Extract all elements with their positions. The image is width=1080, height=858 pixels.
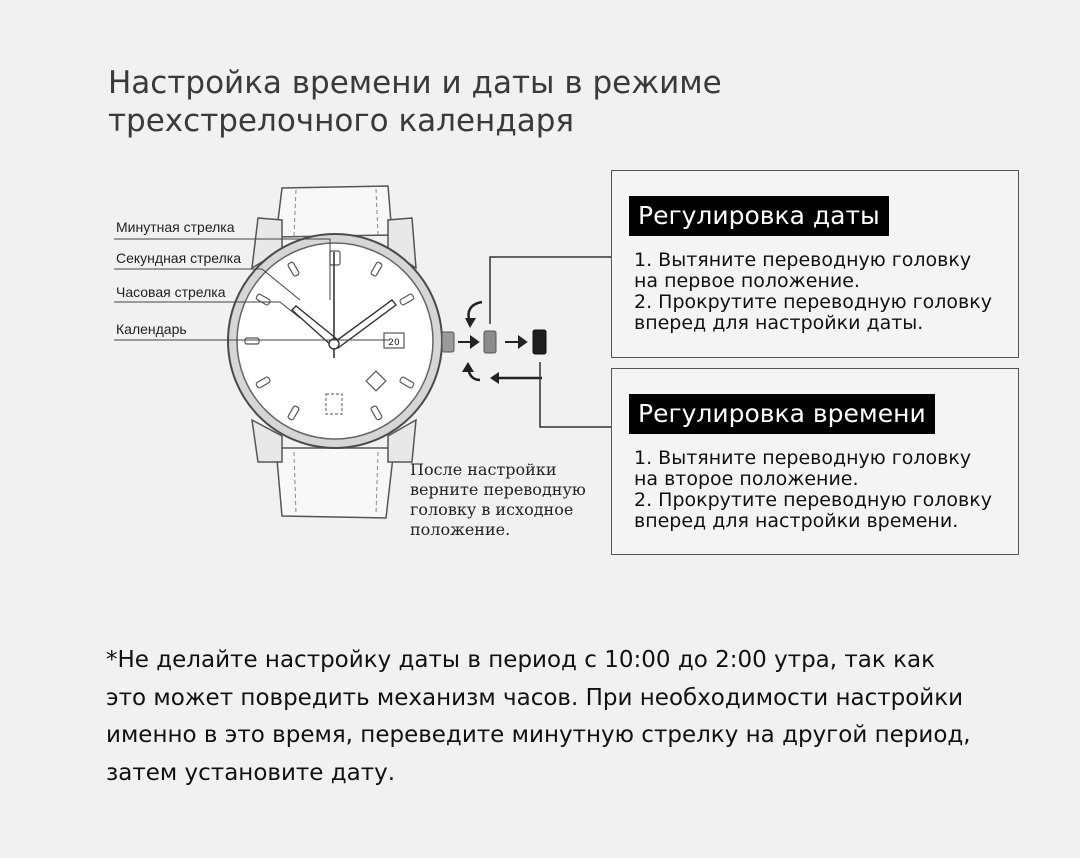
after-note-line: верните переводную [410,480,586,499]
label-hour-hand: Часовая стрелка [116,284,226,300]
label-minute-hand: Минутная стрелка [116,219,235,235]
label-second-hand: Секундная стрелка [116,250,241,266]
time-adjust-line: на второе положение. [634,468,859,490]
time-adjust-line: 2. Прокрутите переводную головку [634,489,992,511]
date-adjust-text [634,250,1014,334]
strap-top [276,186,392,237]
crown-position-2 [533,330,546,354]
date-window-number: 20 [388,338,400,348]
warning-line: это может повредить механизм часов. При необходимости настройки [106,684,964,711]
label-calendar: Календарь [116,321,187,337]
after-note-line: положение. [410,520,511,539]
warning-line: *Не делайте настройку даты в период с 10:00 до 2:00 утра, так как [106,647,935,673]
after-adjust-note [410,460,610,540]
time-adjust-text [634,448,1014,532]
return-arrow [490,372,499,384]
date-adjust-heading: Регулировка даты [629,196,889,236]
crown-position-0 [442,332,454,352]
hour-marker [330,251,340,265]
time-adjust-heading: Регулировка времени [629,394,935,434]
connector-time [540,362,611,427]
strap-bottom [276,448,394,518]
after-note-line: После настройки [410,460,557,479]
warning-line: затем установите дату. [106,759,396,786]
crown-position-1 [484,331,496,353]
warning-note [106,642,1036,792]
hour-marker [245,338,259,344]
date-adjust-line: вперед для настройки даты. [634,312,924,334]
date-adjust-line: 1. Вытяните переводную головку [634,249,972,271]
time-adjust-box [611,368,1019,555]
title-line-1: Настройка времени и даты в режиме [108,65,722,101]
warning-line: именно в это время, переведите минутную стрелку на другой период, [106,722,971,748]
after-note-line: головку в исходное [410,500,574,519]
title-line-2: трехстрелочного календаря [108,103,575,139]
date-adjust-box [611,170,1019,358]
connector-date [490,257,611,324]
time-adjust-line: вперед для настройки времени. [634,510,959,532]
date-adjust-line: на первое положение. [634,270,860,292]
date-adjust-line: 2. Прокрутите переводную головку [634,291,992,313]
time-adjust-line: 1. Вытяните переводную головку [634,447,972,469]
